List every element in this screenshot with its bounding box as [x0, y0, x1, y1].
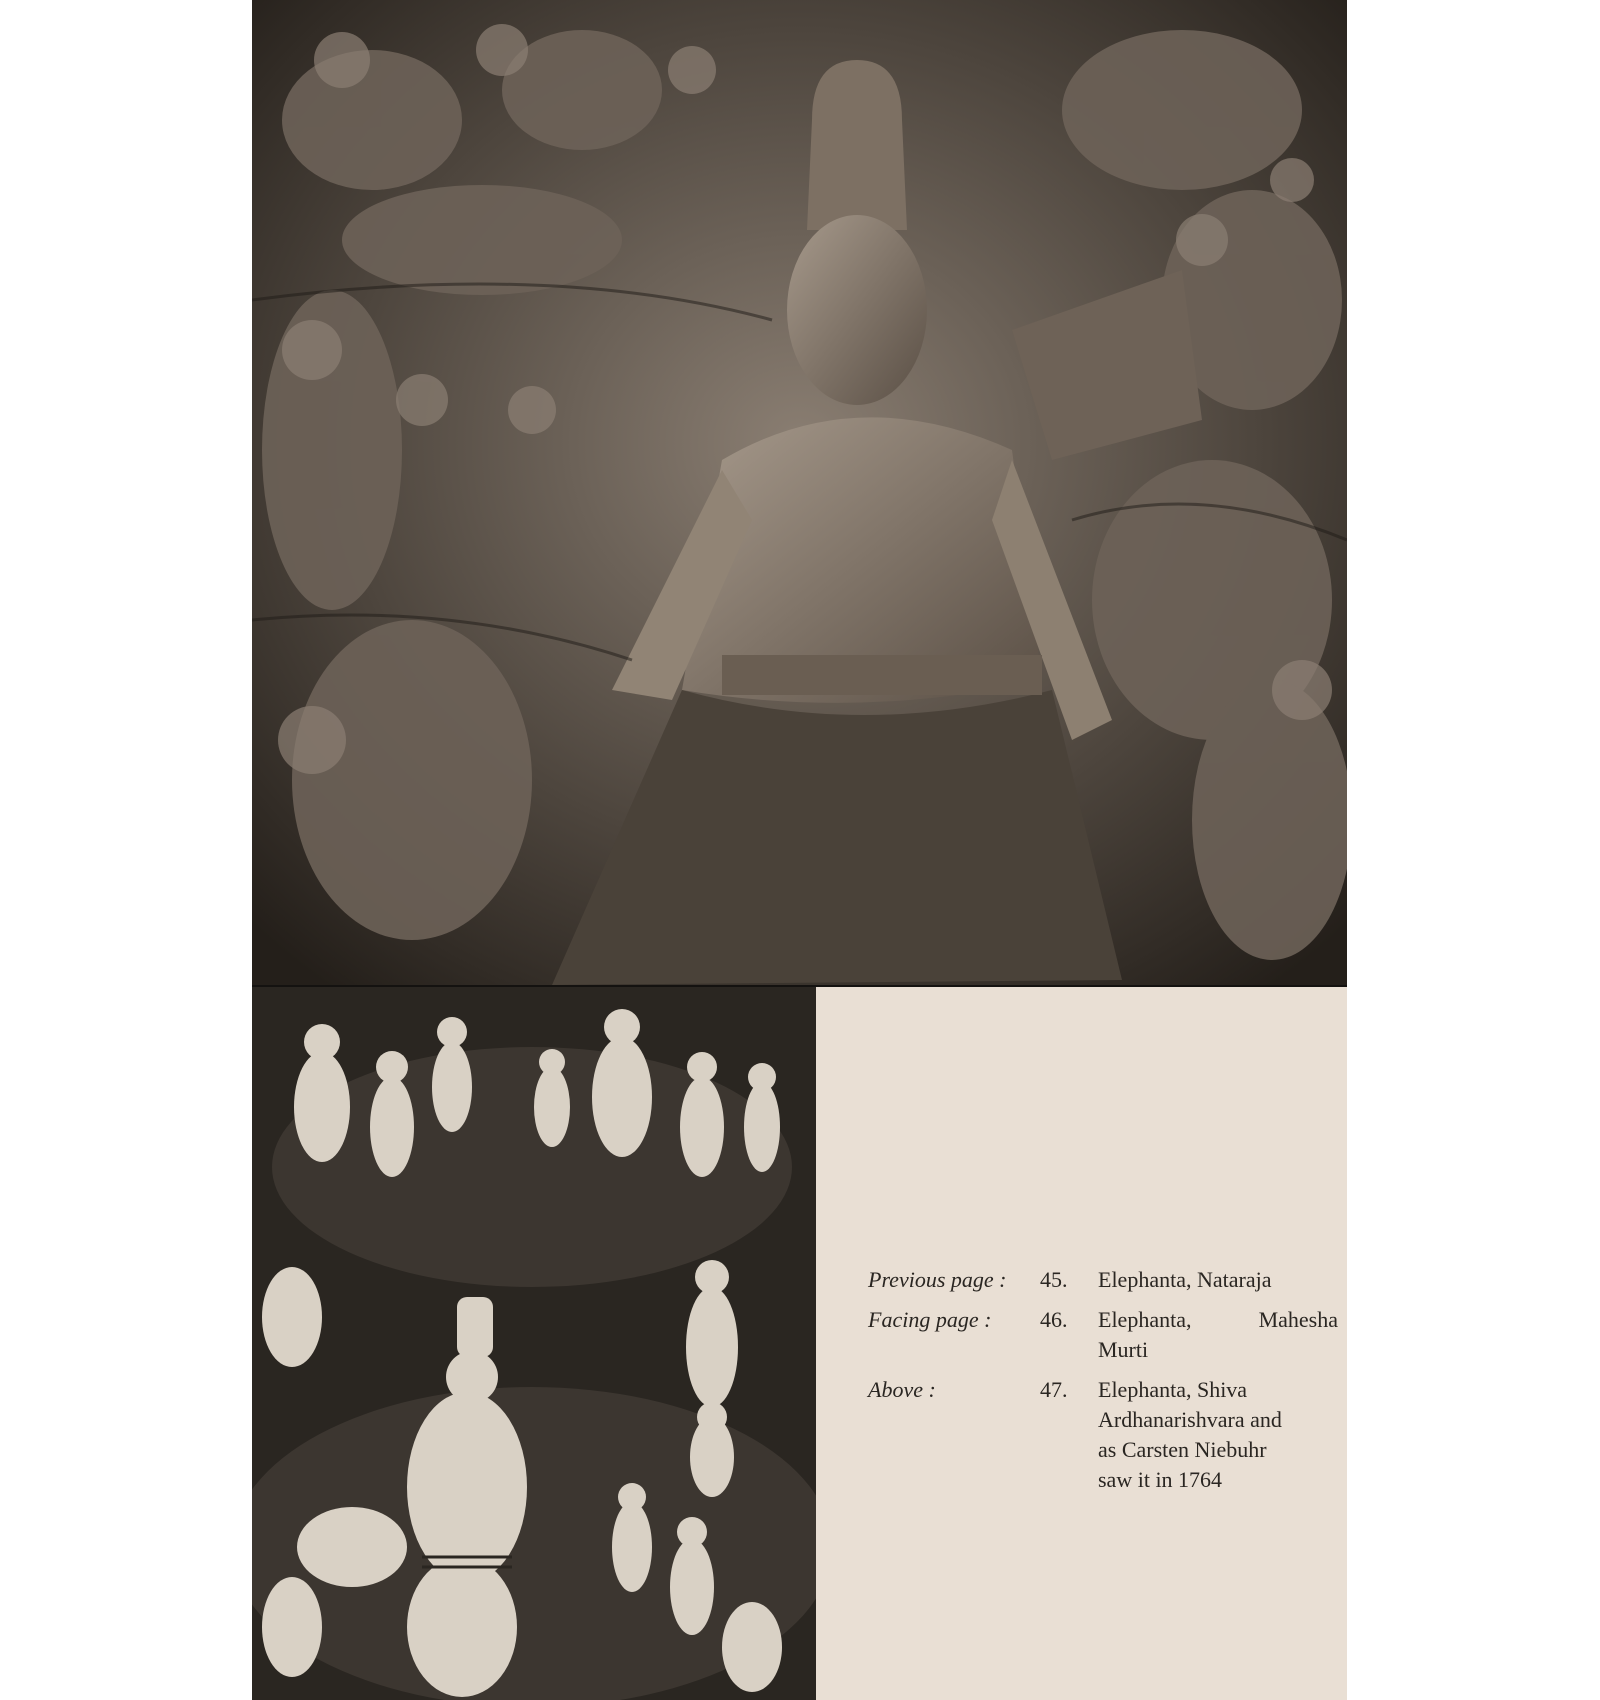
caption-row — [868, 1305, 1338, 1365]
engraving-image — [252, 987, 816, 1700]
caption-line: Elephanta, Nataraja — [1098, 1267, 1272, 1292]
caption-list — [868, 1265, 1338, 1505]
caption-line: Ardhanarishvara and — [1098, 1407, 1282, 1432]
caption-line: Elephanta, Mahesha — [1098, 1307, 1338, 1332]
engraving-icon — [252, 987, 816, 1700]
caption-row — [868, 1375, 1338, 1495]
plate-number: 45. — [1040, 1267, 1068, 1292]
caption-label: Above : — [868, 1377, 936, 1402]
caption-line: as Carsten Niebuhr — [1098, 1437, 1267, 1462]
plate-number: 47. — [1040, 1377, 1068, 1402]
caption-line: Elephanta, Shiva — [1098, 1377, 1248, 1402]
plate-number: 46. — [1040, 1307, 1068, 1332]
book-page — [252, 0, 1347, 1700]
caption-label: Facing page : — [868, 1307, 992, 1332]
sculpture-photo-icon — [252, 0, 1347, 985]
caption-text — [1098, 1375, 1338, 1495]
caption-label: Previous page : — [868, 1267, 1007, 1292]
caption-panel — [816, 987, 1347, 1700]
caption-line: saw it in 1764 — [1098, 1467, 1223, 1492]
sculpture-photograph — [252, 0, 1347, 985]
caption-text — [1098, 1265, 1338, 1295]
caption-text — [1098, 1305, 1338, 1365]
caption-row — [868, 1265, 1338, 1295]
caption-line: Murti — [1098, 1337, 1149, 1362]
